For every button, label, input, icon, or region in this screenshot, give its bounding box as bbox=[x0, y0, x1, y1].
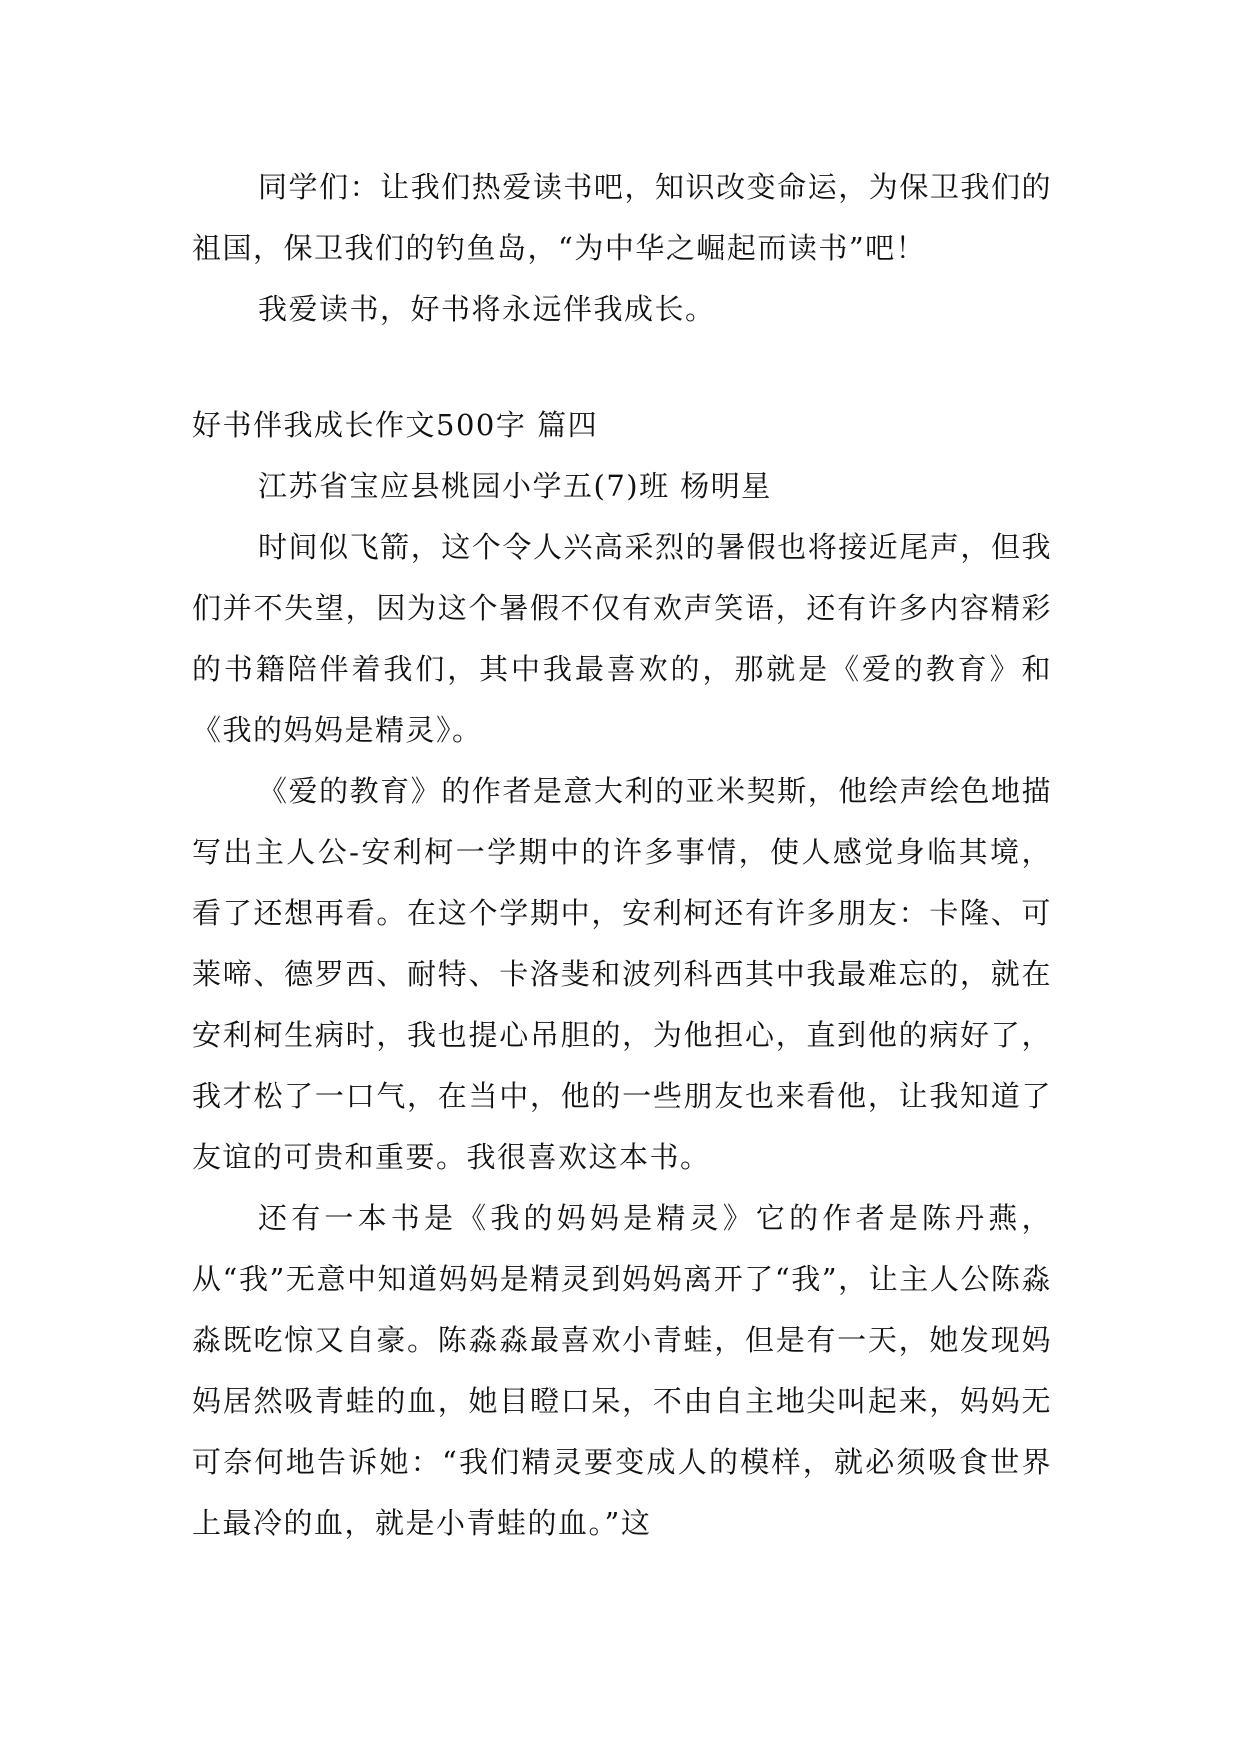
paragraph-summer-books: 时间似飞箭，这个令人兴高采烈的暑假也将接近尾声，但我们并不失望，因为这个暑假不仅有欢声笑语，还有许多内容精彩的书籍陪伴着我们，其中我最喜欢的，那就是《爱的教育》和《我的妈妈是精灵》。 bbox=[192, 530, 1052, 747]
author-line: 江苏省宝应县桃园小学五(7)班 杨明星 bbox=[258, 469, 772, 503]
document-body bbox=[192, 157, 1052, 1554]
paragraph-mother-elf: 还有一本书是《我的妈妈是精灵》它的作者是陈丹燕，从“我”无意中知道妈妈是精灵到妈妈离开了“我”，让主人公陈淼淼既吃惊又自豪。陈淼淼最喜欢小青蛙，但是有一天，她发现妈妈居然吸青蛙的血，她目瞪口呆，不由自主地尖叫起来，妈妈无可奈何地告诉她：“我们精灵要变成人的模样，就必须吸食世界上最冷的血，就是小青蛙的血。”这 bbox=[192, 1201, 1052, 1540]
paragraph-call-to-read: 同学们：让我们热爱读书吧，知识改变命运，为保卫我们的祖国，保卫我们的钓鱼岛，“为中华之崛起而读书”吧！ bbox=[192, 170, 1052, 265]
essay-heading: 好书伴我成长作文500字 篇四 bbox=[192, 408, 599, 442]
paragraph-closing-line: 我爱读书，好书将永远伴我成长。 bbox=[258, 292, 716, 326]
paragraph-love-education: 《爱的教育》的作者是意大利的亚米契斯，他绘声绘色地描写出主人公-安利柯一学期中的许多事情，使人感觉身临其境，看了还想再看。在这个学期中，安利柯还有许多朋友：卡隆、可莱啼、德罗西、耐特、卡洛斐和波列科西其中我最难忘的，就在安利柯生病时，我也提心吊胆的，为他担心，直到他的病好了，我才松了一口气，在当中，他的一些朋友也来看他，让我知道了友谊的可贵和重要。我很喜欢这本书。 bbox=[192, 774, 1052, 1174]
